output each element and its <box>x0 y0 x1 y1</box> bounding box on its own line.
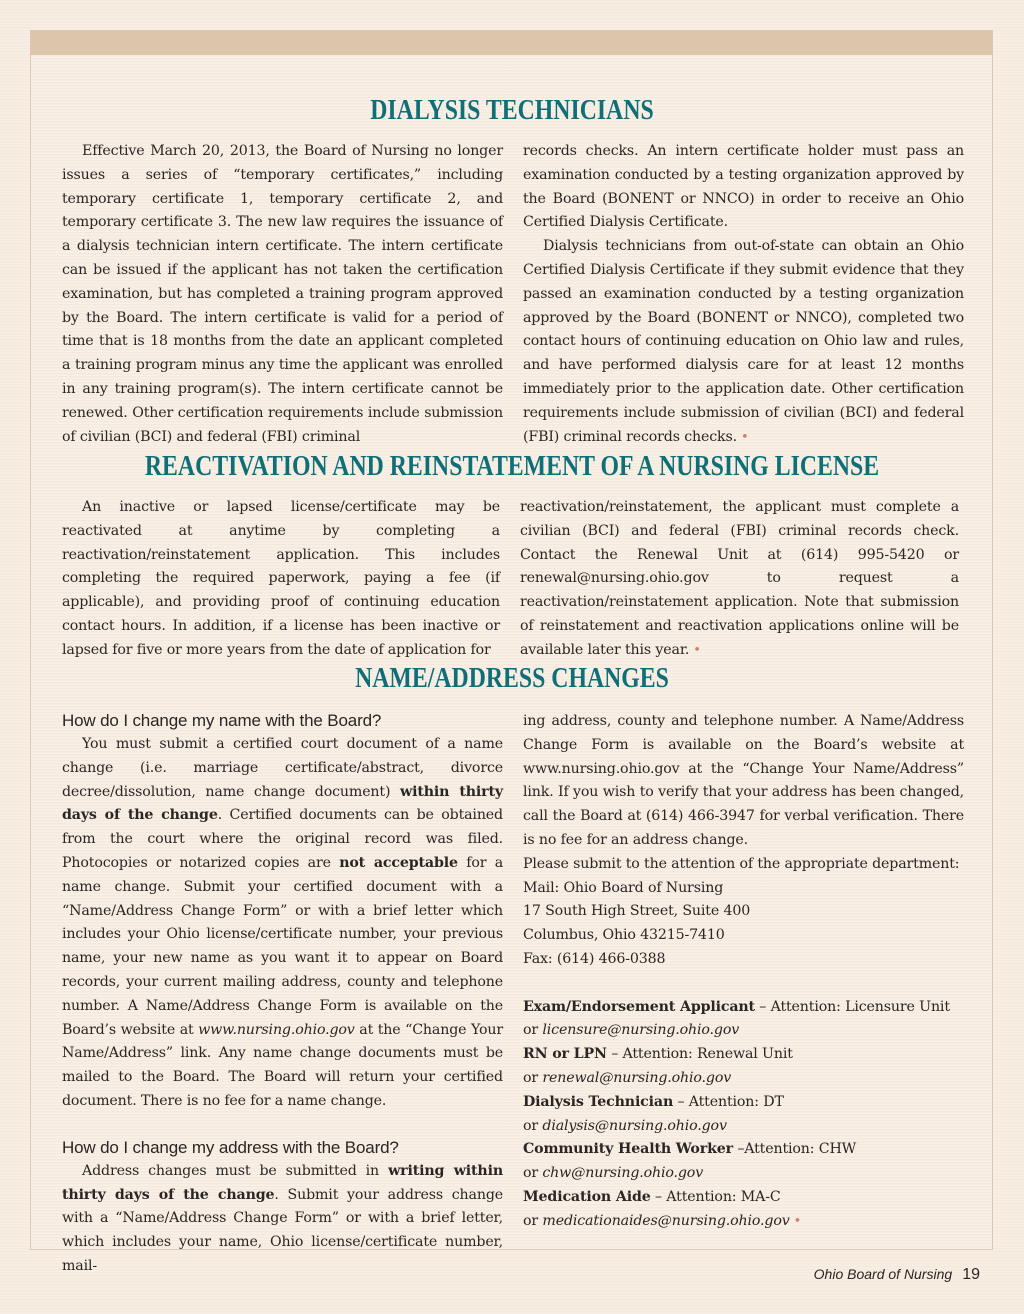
paragraph: Effective March 20, 2013, the Board of Nursing no longer issues a series of “temporary certificates,” including temporary certificate 1, temporary certificate 2, and temporary certificate 3. The new law requires the issuance of a dialysis technician intern certificate. The intern certificate can be issued if the applicant has not taken the certification examination, but has completed a training program approved by the Board. The intern certificate is valid for a period of time that is 18 months from the date an applicant completed a training program minus any time the applicant was enrolled in any training program(s). The intern certificate cannot be renewed. Other certification requirements include submission of civilian (BCI) and federal (FBI) criminal <box>62 143 503 445</box>
contact-list <box>523 996 964 1234</box>
list-item: Dialysis Technician – Attention: DT <box>523 1093 784 1110</box>
list-item: Exam/Endorsement Applicant – Attention: Licensure Unit <box>523 998 950 1015</box>
fax-line: Fax: (614) 466-0388 <box>523 950 666 967</box>
top-band <box>31 31 992 55</box>
paragraph: Address changes must be submitted in writing within thirty days of the change. Submit your address change with a “Name/Address Change Form” or with a brief letter, which includes your name, Ohio license/certificate number, mail- <box>62 1162 503 1274</box>
website-link[interactable]: www.nursing.ohio.gov <box>198 1021 355 1038</box>
dialysis-left-column <box>62 140 503 449</box>
list-item: or renewal@nursing.ohio.gov <box>523 1069 732 1086</box>
email-link[interactable]: licensure@nursing.ohio.gov <box>542 1022 740 1039</box>
dialysis-right-column <box>523 140 964 449</box>
question-name-change: How do I change my name with the Board? <box>62 711 382 730</box>
page-number: 19 <box>962 1266 980 1283</box>
list-item: or medicationaides@nursing.ohio.gov • <box>523 1212 802 1229</box>
submit-note: Please submit to the attention of the appropriate department: <box>523 855 960 872</box>
name-address-right-column <box>523 710 964 1234</box>
city-line: Columbus, Ohio 43215-7410 <box>523 927 725 944</box>
footer-org: Ohio Board of Nursing <box>813 1266 953 1282</box>
paragraph: You must submit a certified court document of a name change (i.e. marriage certificate/abstract, divorce decree/dissolution, name change document) within thirty days of the change. Certified documents can be obtained from the court where the original record was filed. Photocopies or notarized copies are not acceptable for a name change. Submit your certified document with a “Name/Address Change Form” or with a brief letter which includes your Ohio license/certificate number, your previous name, your new name as you want it to appear on Board records, your current mailing address, county and telephone number. A Name/Address Change Form is available on the Board’s website at www.nursing.ohio.gov at the “Change Your Name/Address” link. Any name change documents must be mailed to the Board. The Board will return your certified document. There is no fee for a name change. <box>62 736 503 1109</box>
paragraph: reactivation/reinstatement, the applicant must complete a civilian (BCI) and federal (FBI) criminal records check. Contact the Renewal Unit at (614) 995-5420 or renewal@nursing.ohio.gov to request a reactivation/reinstatement application. Note that submission of reinstatement and reactivation applications online will be available later this year. • <box>520 499 959 658</box>
page-footer <box>0 1266 980 1284</box>
list-item: or licensure@nursing.ohio.gov <box>523 1022 740 1039</box>
paragraph: records checks. An intern certificate holder must pass an examination conducted by a testing organization approved by the Board (BONENT or NNCO) in order to receive an Ohio Certified Dialysis Certificate. <box>523 143 964 231</box>
paragraph: ing address, county and telephone number. A Name/Address Change Form is available on the Board’s website at www.nursing.ohio.gov at the “Change Your Name/Address” link. If you wish to verify that your address has been changed, call the Board at (614) 466-3947 for verbal verification. There is no fee for an address change. <box>523 713 964 848</box>
mail-line: Mail: Ohio Board of Nursing <box>523 879 724 896</box>
end-mark-icon: • <box>793 1213 802 1229</box>
section-title-dialysis: DIALYSIS TECHNICIANS <box>370 94 654 126</box>
list-item: or dialysis@nursing.ohio.gov <box>523 1117 727 1134</box>
section-title-name-address: NAME/ADDRESS CHANGES <box>355 662 669 694</box>
list-item: RN or LPN – Attention: Renewal Unit <box>523 1046 793 1063</box>
reactivation-right-column <box>520 496 959 663</box>
email-link[interactable]: renewal@nursing.ohio.gov <box>542 1069 732 1086</box>
list-item: or chw@nursing.ohio.gov <box>523 1165 704 1182</box>
end-mark-icon: • <box>741 429 749 445</box>
list-item: Community Health Worker –Attention: CHW <box>523 1141 857 1158</box>
street-line: 17 South High Street, Suite 400 <box>523 903 751 920</box>
name-address-left-column <box>62 709 503 1279</box>
email-link[interactable]: medicationaides@nursing.ohio.gov <box>542 1212 790 1229</box>
list-item: Medication Aide – Attention: MA-C <box>523 1188 781 1205</box>
reactivation-left-column <box>62 496 500 663</box>
paragraph: Dialysis technicians from out-of-state can obtain an Ohio Certified Dialysis Certificate if they submit evidence that they passed an examination conducted by a testing organization approved by the Board (BONENT or NNCO), completed two contact hours of continuing education on Ohio law and rules, and have performed dialysis care for at least 12 months immediately prior to the application date. Other certification requirements include submission of civilian (BCI) and federal (FBI) criminal records checks. • <box>523 238 964 445</box>
email-link[interactable]: chw@nursing.ohio.gov <box>542 1165 704 1182</box>
email-link[interactable]: dialysis@nursing.ohio.gov <box>542 1117 727 1134</box>
section-title-reactivation: REACTIVATION AND REINSTATEMENT OF A NURSING LICENSE <box>144 450 880 482</box>
question-address-change: How do I change my address with the Board? <box>62 1137 399 1157</box>
paragraph: An inactive or lapsed license/certificate may be reactivated at anytime by completing a reactivation/reinstatement application. This includes completing the required paperwork, paying a fee (if applicable), and providing proof of continuing education contact hours. In addition, if a license has been inactive or lapsed for five or more years from the date of application for <box>62 499 500 658</box>
end-mark-icon: • <box>693 642 701 658</box>
